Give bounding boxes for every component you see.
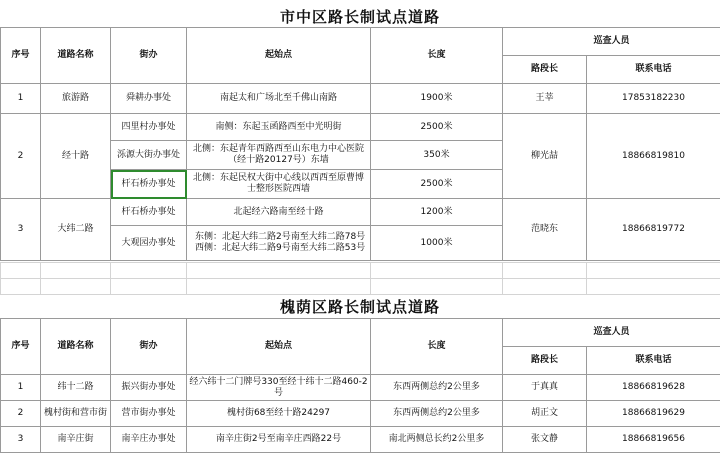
header-street: 街办 <box>111 28 187 84</box>
empty-cell[interactable] <box>371 263 503 279</box>
cell-phone[interactable]: 18866819772 <box>587 199 720 261</box>
empty-cell[interactable] <box>111 279 187 295</box>
header-leader: 路段长 <box>503 56 587 84</box>
header-length: 长度 <box>371 319 503 375</box>
cell-leader[interactable]: 于真真 <box>503 375 587 401</box>
table2 <box>0 318 720 453</box>
cell-no[interactable]: 2 <box>1 114 41 199</box>
cell-leader[interactable]: 柳光喆 <box>503 114 587 199</box>
empty-cell[interactable] <box>111 263 187 279</box>
range-line-east: 东侧：北起大纬二路2号南至大纬二路78号 <box>195 232 366 242</box>
cell-leader[interactable]: 张文静 <box>503 427 587 453</box>
header-road: 道路名称 <box>41 319 111 375</box>
cell-street[interactable]: 南辛庄办事处 <box>111 427 187 453</box>
cell-length[interactable]: 1000米 <box>371 226 503 261</box>
empty-cell[interactable] <box>1 279 41 295</box>
cell-range[interactable]: 北起经六路南至经十路 <box>187 199 371 226</box>
cell-street[interactable]: 营市街办事处 <box>111 401 187 427</box>
header-phone: 联系电话 <box>587 56 720 84</box>
cell-street-selected[interactable]: 杆石桥办事处 <box>111 170 187 199</box>
cell-range[interactable]: 南辛庄街2号至南辛庄西路22号 <box>187 427 371 453</box>
cell-phone[interactable]: 18866819656 <box>587 427 720 453</box>
empty-cell[interactable] <box>41 279 111 295</box>
table-row <box>1 401 720 427</box>
cell-phone[interactable]: 17853182230 <box>587 84 720 114</box>
empty-cell[interactable] <box>587 279 720 295</box>
cell-length[interactable]: 2500米 <box>371 170 503 199</box>
cell-no[interactable]: 2 <box>1 401 41 427</box>
header-leader: 路段长 <box>503 347 587 375</box>
cell-length[interactable]: 1900米 <box>371 84 503 114</box>
cell-length[interactable]: 2500米 <box>371 114 503 141</box>
cell-phone[interactable]: 18866819810 <box>587 114 720 199</box>
header-patrol: 巡查人员 <box>503 28 720 56</box>
cell-street[interactable]: 杆石桥办事处 <box>111 199 187 226</box>
table2-title: 槐荫区路长制试点道路 <box>279 298 440 316</box>
empty-cell[interactable] <box>371 279 503 295</box>
empty-cell[interactable] <box>187 279 371 295</box>
cell-road[interactable]: 南辛庄街 <box>41 427 111 453</box>
cell-range[interactable] <box>187 226 371 261</box>
cell-length[interactable]: 1200米 <box>371 199 503 226</box>
table-row <box>1 84 720 114</box>
empty-cell[interactable] <box>503 279 587 295</box>
cell-range[interactable]: 槐村街68至经十路24297 <box>187 401 371 427</box>
cell-length[interactable]: 南北两侧总长约2公里多 <box>371 427 503 453</box>
cell-road[interactable]: 大纬二路 <box>41 199 111 261</box>
table-row <box>1 114 720 141</box>
cell-street[interactable]: 舜耕办事处 <box>111 84 187 114</box>
cell-street[interactable]: 泺源大街办事处 <box>111 141 187 170</box>
cell-no[interactable]: 3 <box>1 199 41 261</box>
header-phone: 联系电话 <box>587 347 720 375</box>
cell-road[interactable]: 纬十二路 <box>41 375 111 401</box>
cell-length[interactable]: 东西两侧总约2公里多 <box>371 375 503 401</box>
cell-range[interactable]: 北侧：东起民权大街中心线以西西至原曹博士整形医院西墙 <box>187 170 371 199</box>
cell-leader[interactable]: 范晓东 <box>503 199 587 261</box>
header-patrol: 巡查人员 <box>503 319 720 347</box>
cell-length[interactable]: 东西两侧总约2公里多 <box>371 401 503 427</box>
cell-no[interactable]: 3 <box>1 427 41 453</box>
table-row <box>1 375 720 401</box>
cell-range[interactable]: 北侧：东起青年西路西至山东电力中心医院（经十路20127号）东墙 <box>187 141 371 170</box>
cell-phone[interactable]: 18866819629 <box>587 401 720 427</box>
cell-no[interactable]: 1 <box>1 84 41 114</box>
cell-leader[interactable]: 王莘 <box>503 84 587 114</box>
empty-cell[interactable] <box>41 263 111 279</box>
header-road: 道路名称 <box>41 28 111 84</box>
table-row <box>1 427 720 453</box>
empty-rows <box>0 262 720 295</box>
cell-leader[interactable]: 胡正文 <box>503 401 587 427</box>
range-line-west: 西侧：北起大纬二路9号南至大纬二路53号 <box>195 243 366 253</box>
cell-street[interactable]: 振兴街办事处 <box>111 375 187 401</box>
empty-cell[interactable] <box>503 263 587 279</box>
table-row <box>1 199 720 226</box>
cell-range[interactable]: 经六纬十二门牌号330至经十纬十二路460-2号 <box>187 375 371 401</box>
header-range: 起始点 <box>187 28 371 84</box>
header-no: 序号 <box>1 319 41 375</box>
cell-street[interactable]: 四里村办事处 <box>111 114 187 141</box>
empty-cell[interactable] <box>1 263 41 279</box>
empty-cell[interactable] <box>587 263 720 279</box>
cell-street[interactable]: 大观园办事处 <box>111 226 187 261</box>
header-length: 长度 <box>371 28 503 84</box>
cell-road[interactable]: 旅游路 <box>41 84 111 114</box>
cell-no[interactable]: 1 <box>1 375 41 401</box>
table1-title: 市中区路长制试点道路 <box>279 8 440 26</box>
header-range: 起始点 <box>187 319 371 375</box>
table1 <box>0 27 720 261</box>
header-street: 街办 <box>111 319 187 375</box>
cell-range[interactable]: 南起太和广场北至千佛山南路 <box>187 84 371 114</box>
cell-road[interactable]: 经十路 <box>41 114 111 199</box>
empty-cell[interactable] <box>187 263 371 279</box>
cell-phone[interactable]: 18866819628 <box>587 375 720 401</box>
cell-range[interactable]: 南侧：东起玉函路西至中光明街 <box>187 114 371 141</box>
cell-road[interactable]: 槐村街和营市街 <box>41 401 111 427</box>
header-no: 序号 <box>1 28 41 84</box>
cell-length[interactable]: 350米 <box>371 141 503 170</box>
